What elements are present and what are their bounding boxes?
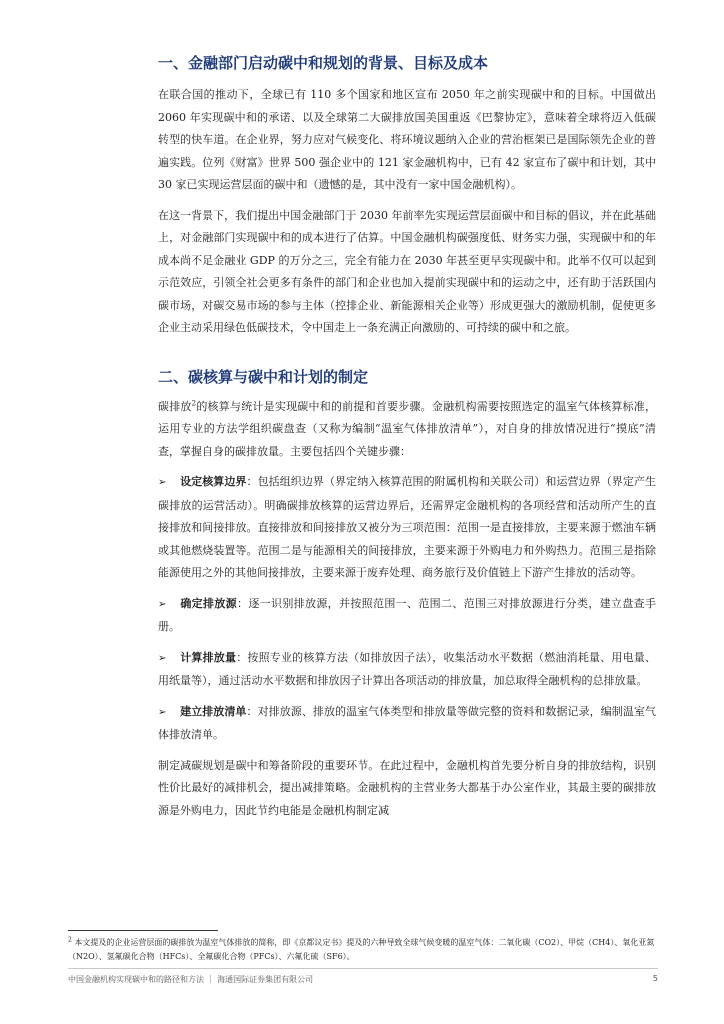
step-text: ：按照专业的核算方法（如排放因子法），收集活动水平数据（燃油消耗量、用电量、用纸量等），通过活动水平数据和排放因子计算出各项活动的排放量，加总取得全融机构的总排放量。: [158, 650, 656, 687]
section-2-closing: 制定减碳规划是碳中和筹备阶段的重要环节。在此过程中，金融机构首先要分析自身的排放结构，识别性价比最好的减排机会，提出减排策略。金融机构的主营业务大都基于办公室作业，其最主要的碳排放源是外购电力，因此节约电能是金融机构制定减: [158, 758, 656, 817]
step-label: 计算排放量: [180, 650, 237, 664]
arrow-bullet-icon: ➢: [158, 477, 167, 488]
main-content: [158, 52, 656, 830]
step-boundary: [158, 471, 656, 585]
arrow-bullet-icon: ➢: [158, 598, 167, 610]
footer-divider: [68, 968, 658, 969]
step-text: ：包括组织边界（界定纳入核算范围的附属机构和关联公司）和运营边界（界定产生碳排放的运营活动）。明确碳排放核算的运营边界后，还需界定金融机构的各项经营和活动所产生的直接排放和间接排放。直接排放和间接排放又被分为三项范围：范围一是直接排放，主要来源于燃油车辆或其他燃烧装置等。范围二是与能源相关的间接排放，主要来源于外购电力和外购热力。范围三是指除能源使用之外的其他间接排放，主要来源于废弃处理、商务旅行及价值链上下游产生排放的活动等。: [158, 475, 657, 579]
section-2-intro: [158, 396, 656, 464]
step-text: ：逐一识别排放源，并按照范围一、范围二、范围三对排放源进行分类，建立盘查手册。: [158, 596, 656, 633]
page-footer: [68, 974, 658, 985]
step-calculation: [158, 647, 656, 693]
intro-body-text: 的核算与统计是实现碳中和的前提和首要步骤。金融机构需要按照选定的温室气体核算标准，运用专业的方法学组织碳盘查（又称为编制“温室气体排放清单”），对自身的排放情况进行“摸底”清查，掌握自身的碳排放量。主要包括四个关键步骤：: [158, 399, 657, 458]
step-sources: [158, 593, 656, 639]
step-inventory: [158, 701, 656, 747]
section-2-heading: 二、碳核算与碳中和计划的制定: [158, 367, 369, 386]
footnote-mark: 2: [68, 936, 72, 944]
footnote-text: 本文提及的企业运营层面的碳排放为温室气体排放的简称，即《京都议定书》提及的六种导致全球气候变暖的温室气体：二氧化碳（CO2）、甲烷（CH4）、氧化亚氮（N2O）、氢氟碳化合物（HFCs）、全氟碳化合物（PFCs）、六氟化硫（SF6）。: [68, 938, 655, 961]
step-label: 建立排放清单: [180, 704, 247, 718]
section-1-paragraph-2: 在这一背景下，我们提出中国金融部门于 2030 年前率先实现运营层面碳中和目标的倡议，并在此基础上，对金融部门实现碳中和的成本进行了估算。中国金融机构碳强度低、财务实力强，实现碳中和的年成本尚不足金融业 GDP 的万分之三，完全有能力在 2030 年甚至更早实现碳中和。此举不仅可以起到示范效应，引领全社会更多有条件的部门和企业也加入提前实现碳中和的运动之中，还有助于活跃国内碳市场，对碳交易市场的参与主体（控排企业、新能源相关企业等）形成更强大的激励机制，促使更多企业主动采用绿色低碳技术，令中国走上一条充满正向激励的、可持续的碳中和之旅。: [158, 208, 656, 334]
step-label: 确定排放源: [180, 596, 237, 610]
footnote: [68, 936, 658, 964]
step-text: ：对排放源、排放的温室气体类型和排放量等做完整的资料和数据记录，编制温室气体排放清单。: [158, 704, 657, 741]
arrow-bullet-icon: ➢: [158, 706, 167, 718]
arrow-bullet-icon: ➢: [158, 652, 167, 664]
footnote-reference[interactable]: 2: [191, 398, 197, 407]
footnote-divider: [68, 930, 218, 931]
footer-text: 中国金融机构实现碳中和的路径和方法 ｜ 海通国际证券集团有限公司: [68, 975, 314, 984]
page-number: 5: [652, 974, 658, 983]
intro-lead-text: 碳排放: [158, 399, 192, 413]
section-1-heading: 一、金融部门启动碳中和规划的背景、目标及成本: [158, 54, 489, 72]
section-1-paragraph-1: 在联合国的推动下，全球已有 110 多个国家和地区宣布 2050 年之前实现碳中和的目标。中国做出 2060 年实现碳中和的承诺、以及全球第二大碳排放国美国重返《巴黎协定》，意味着全球将迈入低碳转型的快车道。在企业界，努力应对气候变化、将环境议题纳入企业的营治框架已是国际领先企业的普遍实践。位列《财富》世界 500 强企业中的 121 家金融机构中，已有 42 家宣布了碳中和计划，其中 30 家已实现运营层面的碳中和（遗憾的是，其中没有一家中国金融机构）。: [158, 88, 656, 191]
step-label: 设定核算边界: [180, 475, 247, 488]
